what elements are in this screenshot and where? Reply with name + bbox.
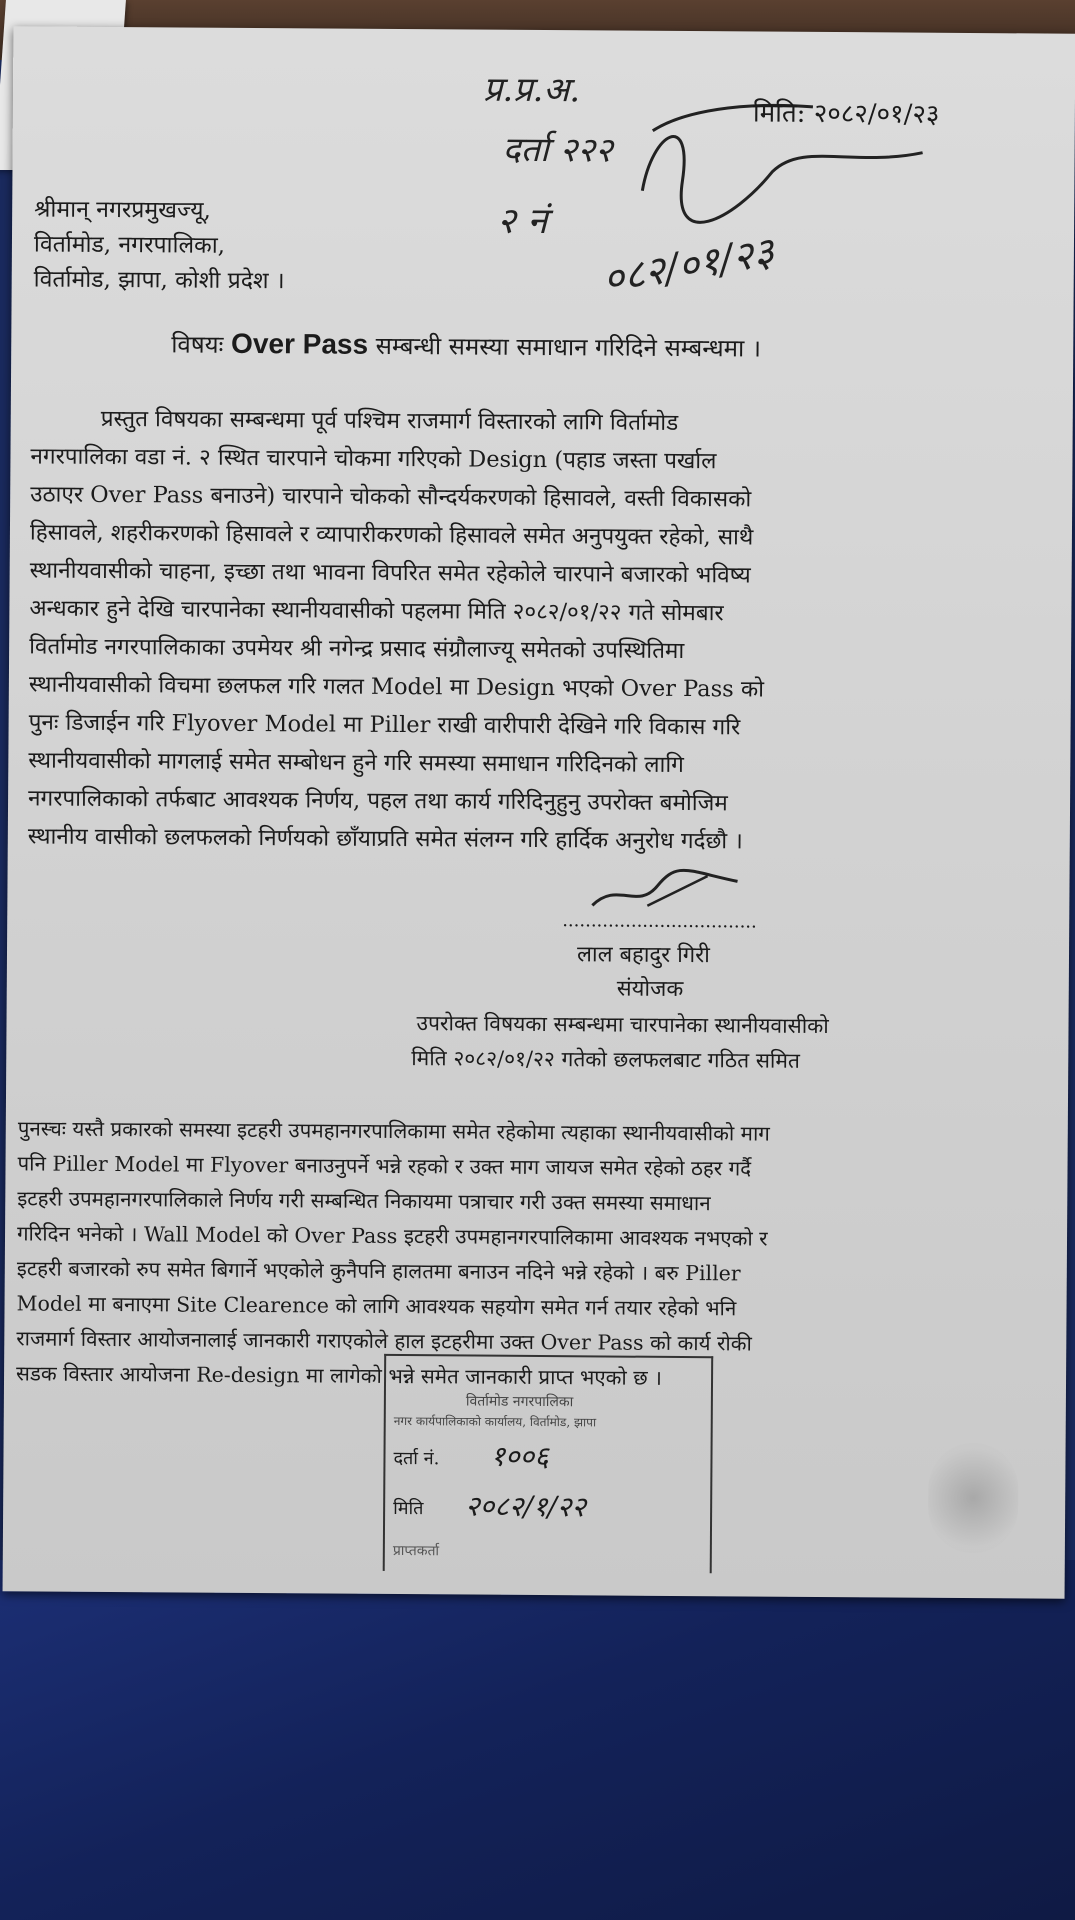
body-line: प्रस्तुत विषयका सम्बन्धमा पूर्व पश्चिम राजमार्ग विस्तारको लागि विर्तामोड — [100, 405, 679, 436]
handwritten-note-2: दर्ता २२२ — [502, 129, 613, 171]
thumb-smudge — [928, 1443, 1019, 1554]
postscript-line: सडक विस्तार आयोजना Re-design मा लागेको भन्ने समेत जानकारी प्राप्त भएको छ । — [15, 1361, 662, 1390]
subject-term: Over Pass — [231, 327, 369, 360]
stamp-miti-label: मिति — [393, 1497, 424, 1520]
stamp-footer: प्राप्तकर्ता — [392, 1542, 440, 1560]
subject-prefix: विषयः — [171, 330, 224, 359]
stamp-darta-label: दर्ता नं. — [393, 1448, 440, 1470]
postscript-line: राजमार्ग विस्तार आयोजनालाई जानकारी गराएकोले हाल इटहरीमा उक्त Over Pass को कार्य रोकी — [16, 1326, 752, 1356]
body-line: स्थानीयवासीको विचमा छलफल गरि गलत Model मा Design भएको Over Pass को — [28, 671, 765, 703]
body-line: विर्तामोड नगरपालिकाका उपमेयर श्री नगेन्द्र प्रसाद संग्रौलाज्यू समेतको उपस्थितिमा — [29, 633, 685, 665]
addressee-line-3: विर्तामोड, झापा, कोशी प्रदेश । — [33, 266, 285, 295]
postscript-line: Model मा बनाएमा Site Clearence को लागि आवश्यक सहयोग समेत गर्न तयार रहेको भनि — [16, 1291, 737, 1321]
stamp-line-2: नगर कार्यपालिकाको कार्यालय, विर्तामोड, झापा — [393, 1414, 597, 1430]
handwritten-note-3: २ नं — [496, 200, 548, 243]
signer-title: संयोजक — [616, 976, 684, 1003]
postscript-line: पनि Piller Model मा Flyover बनाउनुपर्ने भन्ने रहको र उक्त माग जायज समेत रहेको ठहर गर्दै — [17, 1151, 752, 1181]
body-line: अन्धकार हुने देखि चारपानेका स्थानीयवासीको पहलमा मिति २०८२/०१/२२ गते सोमबार — [29, 595, 724, 627]
stamp-darta-value: १००६ — [490, 1439, 549, 1474]
letter-date: मिति: २०८२/०१/२३ — [752, 98, 940, 130]
body-line: स्थानीयवासीको चाहना, इच्छा तथा भावना विपरित समेत रहेकोले चारपाने बजारको भविष्य — [29, 557, 751, 589]
postscript-line: पुनस्चः यस्तै प्रकारको समस्या इटहरी उपमहानगरपालिकामा समेत रहेकोमा त्यहाका स्थानीयवासीको माग — [17, 1116, 770, 1146]
postscript-line: इटहरी बजारको रुप समेत बिगार्ने भएकोले कुनैपनि हालतमा बनाउन नदिने भन्ने रहेको । बरु Piller — [16, 1256, 741, 1286]
handwritten-note-1: प्र.प्र.अ. — [482, 69, 581, 111]
body-line: नगरपालिका वडा नं. २ स्थित चारपाने चोकमा गरिएको Design (पहाड जस्ता पर्खाल — [30, 443, 717, 475]
registration-stamp — [383, 1354, 714, 1573]
subject-line — [171, 327, 761, 364]
background-cloth — [0, 1560, 1075, 1920]
postscript-line: इटहरी उपमहानगरपालिकाले निर्णय गरी सम्बन्धित निकायमा पत्राचार गरी उक्त समस्या समाधान — [17, 1186, 711, 1216]
body-line: स्थानीयवासीको मागलाई समेत सम्बोधन हुने गरि समस्या समाधान गरिदिनको लागि — [28, 747, 684, 779]
stamp-line-1: विर्तामोड नगरपालिका — [465, 1393, 574, 1411]
letter-page — [3, 26, 1075, 1598]
handwritten-date: ०८२/०१/२३ — [599, 228, 778, 304]
committee-line-2: मिति २०८२/०१/२२ गतेको छलफलबाट गठित समित — [411, 1046, 801, 1073]
addressee-line-1: श्रीमान् नगरप्रमुखज्यू, — [34, 196, 211, 224]
signer-name: लाल बहादुर गिरी — [576, 942, 711, 969]
subject-suffix: सम्बन्धी समस्या समाधान गरिदिने सम्बन्धमा । — [375, 331, 762, 363]
body-line: पुनः डिजाईन गरि Flyover Model मा Piller राखी वारीपारी देखिने गरि विकास गरि — [28, 709, 741, 741]
body-line: उठाएर Over Pass बनाउने) चारपाने चोकको सौन्दर्यकरणको हिसावले, वस्ती विकासको — [30, 481, 752, 513]
committee-line-1: उपरोक्त विषयका सम्बन्धमा चारपानेका स्थानीयवासीको — [416, 1011, 829, 1039]
postscript-line: गरिदिन भनेको । Wall Model को Over Pass इटहरी उपमहानगरपालिकामा आवश्यक नभएको र — [16, 1221, 768, 1251]
body-line: स्थानीय वासीको छलफलको निर्णयको छाँयाप्रति समेत संलग्न गरि हार्दिक अनुरोध गर्दछौ । — [27, 823, 743, 855]
signature-dots: .................................. — [562, 910, 757, 933]
body-line: नगरपालिकाको तर्फबाट आवश्यक निर्णय, पहल तथा कार्य गरिदिनुहुनु उपरोक्त बमोजिम — [27, 785, 728, 817]
body-line: हिसावले, शहरीकरणको हिसावले र व्यापारीकरणको हिसावले समेत अनुपयुक्त रहेको, साथै — [29, 519, 754, 551]
addressee-line-2: विर्तामोड, नगरपालिका, — [33, 231, 226, 259]
stamp-miti-value: २०८२/१/२२ — [465, 1489, 587, 1524]
